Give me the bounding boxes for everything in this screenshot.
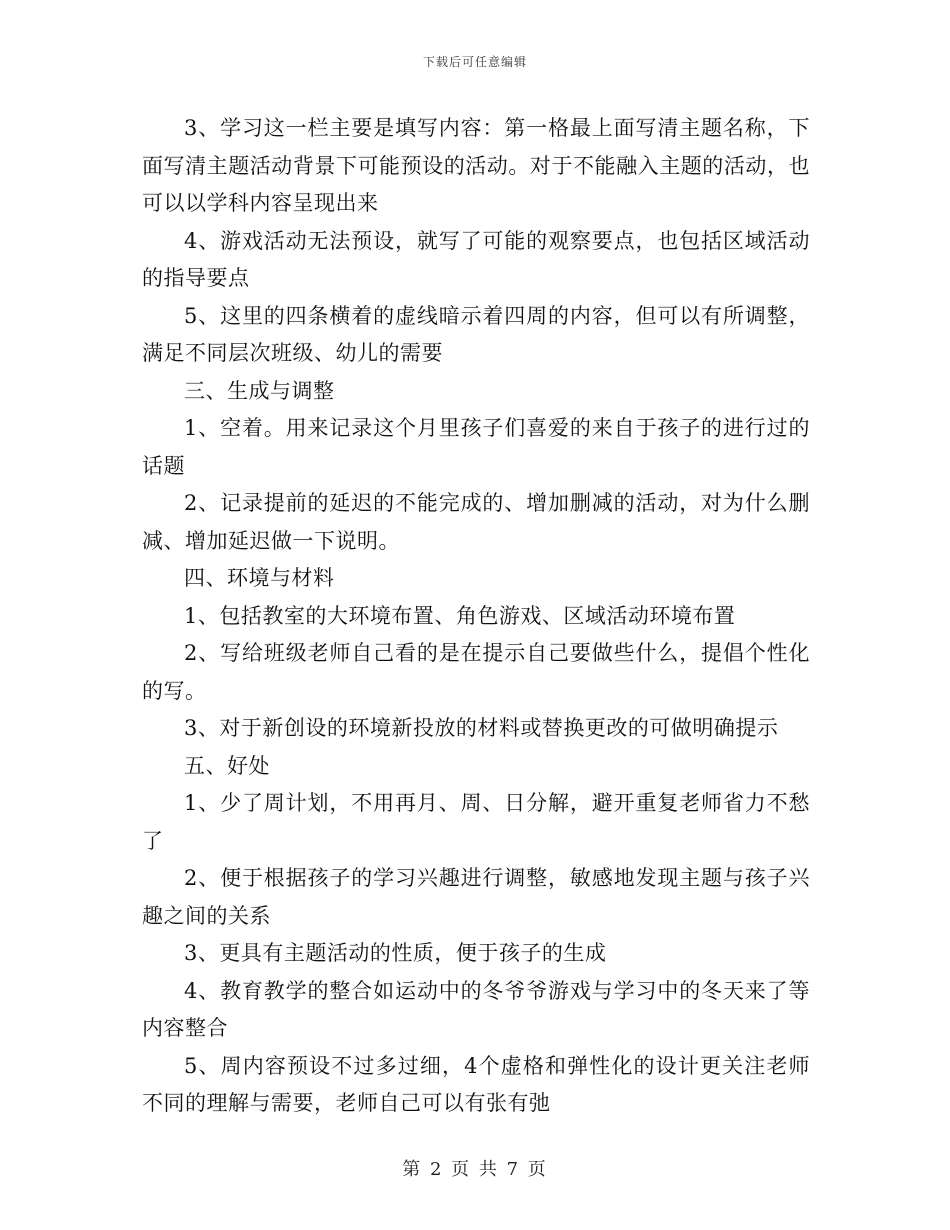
paragraph-benefits-3: 3、更具有主题活动的性质，便于孩子的生成 — [184, 941, 607, 965]
paragraph-environment-1: 1、包括教室的大环境布置、角色游戏、区域活动环境布置 — [184, 603, 736, 628]
page-header-note: 下载后可任意编辑 — [422, 55, 527, 69]
paragraph-generation-1: 1、空着。用来记录这个月里孩子们喜爱的来自于孩子的进行过的话题 — [142, 416, 810, 478]
paragraph-benefits-1: 1、少了周计划，不用再月、周、日分解，避开重复老师省力不愁了 — [142, 791, 810, 853]
paragraph-generation-2: 2、记录提前的延迟的不能完成的、增加删减的活动，对为什么删减、增加延迟做一下说明。 — [142, 491, 810, 553]
paragraph-environment-2: 2、写给班级老师自己看的是在提示自己要做些什么，提倡个性化的写。 — [142, 641, 810, 703]
section-heading-environment: 四、环境与材料 — [184, 566, 335, 590]
page-number-footer: 第 2 页 共 7 页 — [402, 1159, 548, 1180]
document-body — [142, 110, 810, 1123]
paragraph-item-4: 4、游戏活动无法预设，就写了可能的观察要点，也包括区域活动的指导要点 — [142, 228, 810, 290]
section-heading-benefits: 五、好处 — [184, 753, 270, 778]
paragraph-benefits-4: 4、教育教学的整合如运动中的冬爷爷游戏与学习中的冬天来了等内容整合 — [142, 978, 810, 1040]
paragraph-environment-3: 3、对于新创设的环境新投放的材料或替换更改的可做明确提示 — [184, 716, 779, 740]
paragraph-item-3: 3、学习这一栏主要是填写内容：第一格最上面写清主题名称，下面写清主题活动背景下可能预设的活动。对于不能融入主题的活动，也可以以学科内容呈现出来 — [142, 116, 810, 215]
paragraph-item-5: 5、这里的四条横着的虚线暗示着四周的内容，但可以有所调整，满足不同层次班级、幼儿的需要 — [142, 303, 810, 365]
paragraph-benefits-5: 5、周内容预设不过多过细，4个虚格和弹性化的设计更关注老师不同的理解与需要，老师自己可以有张有弛 — [142, 1053, 810, 1115]
paragraph-benefits-2: 2、便于根据孩子的学习兴趣进行调整，敏感地发现主题与孩子兴趣之间的关系 — [142, 866, 810, 928]
section-heading-generation: 三、生成与调整 — [184, 378, 335, 403]
